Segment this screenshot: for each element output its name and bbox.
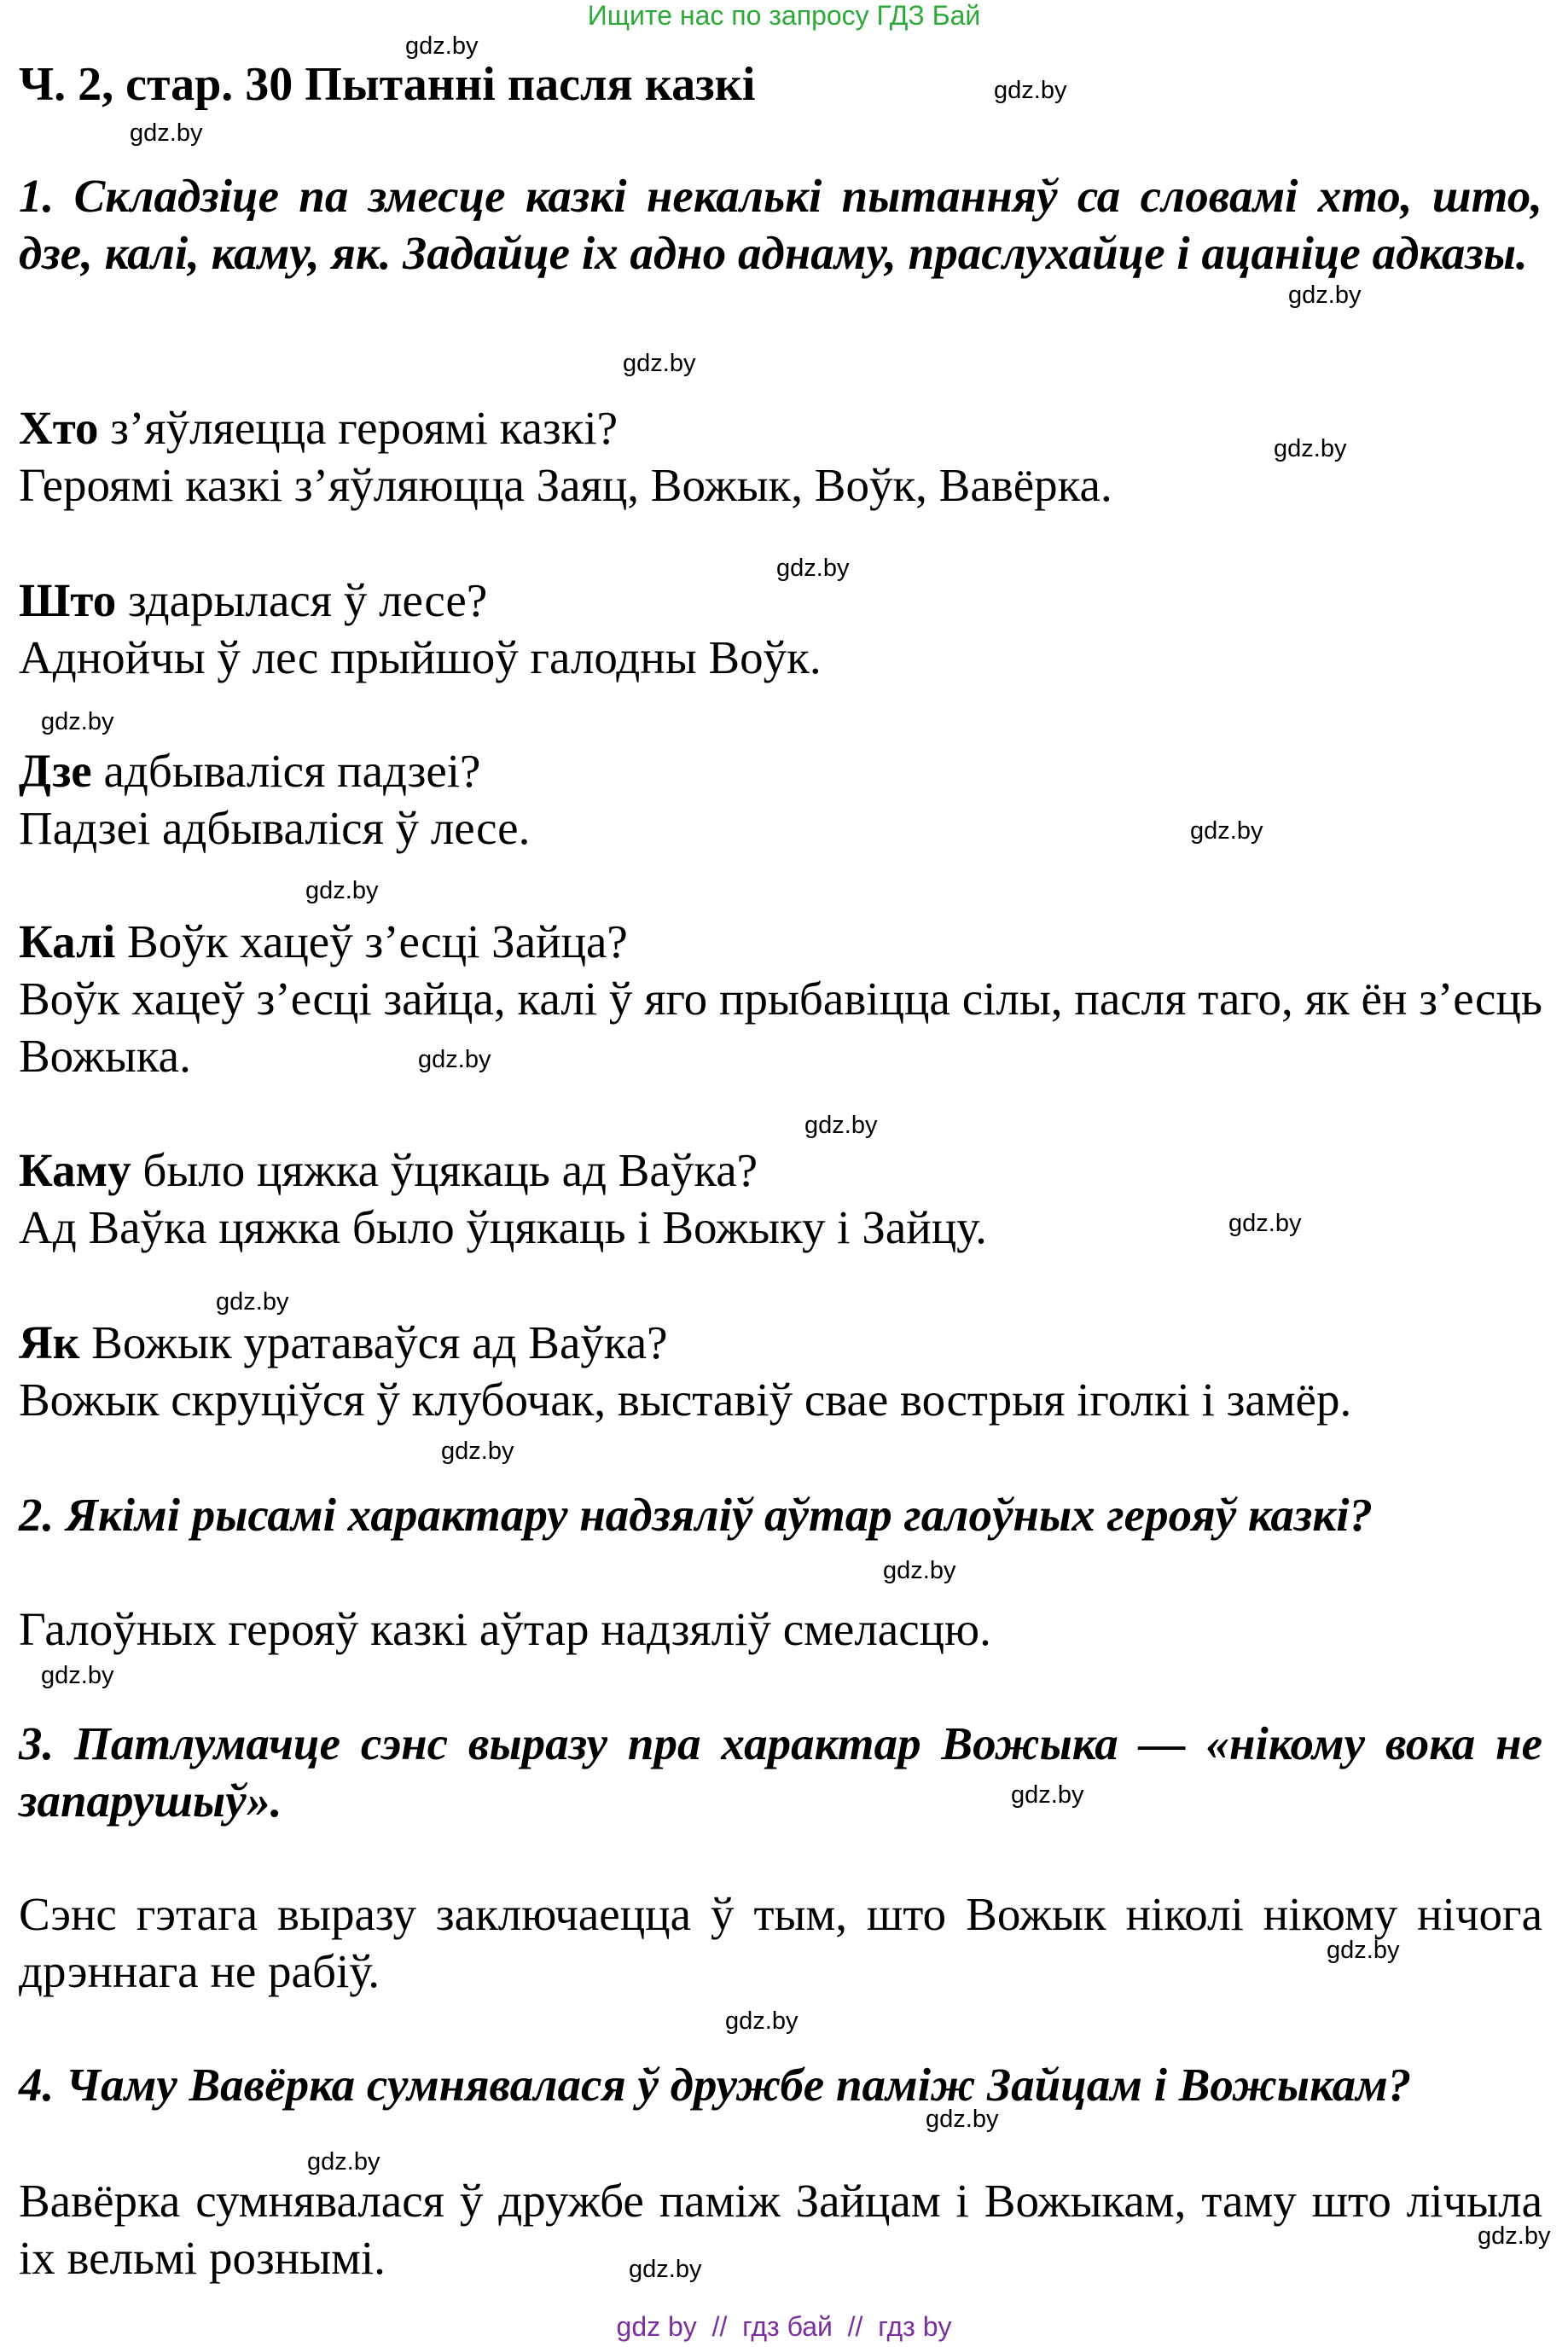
watermark: gdz.by (1228, 1210, 1302, 1237)
watermark: gdz.by (441, 1438, 514, 1465)
qa-item-when (19, 913, 1542, 1084)
watermark: gdz.by (725, 2007, 799, 2035)
watermark: gdz.by (418, 1046, 491, 1073)
qa-question: Воўк хацеў з’есці Зайца? (115, 915, 628, 967)
qa-keyword: Дзе (19, 745, 92, 797)
watermark: gdz.by (405, 32, 479, 60)
watermark: gdz.by (216, 1288, 289, 1316)
qa-answer: Аднойчы ў лес прыйшоў галодны Воўк. (19, 631, 822, 683)
task3-question: 3. Патлумачце сэнс выразу пра характар Вожыка — «нікому вока не запарушыў». (19, 1717, 1542, 1827)
watermark: gdz.by (1274, 435, 1347, 462)
qa-item-what (19, 572, 1542, 686)
watermark: gdz.by (305, 877, 379, 904)
task4-answer: Вавёрка сумнявалася ў дружбе паміж Зайцам і Вожыкам, таму што лічыла іх вельмі рознымі. (19, 2175, 1542, 2284)
top-banner: Ищите нас по запросу ГДЗ Бай (587, 0, 981, 31)
watermark: gdz.by (926, 2106, 999, 2133)
task2-question: 2. Якімі рысамі характару надзяліў аўтар галоўных герояў казкі? (19, 1489, 1373, 1541)
watermark: gdz.by (41, 708, 114, 735)
watermark: gdz.by (307, 2148, 380, 2176)
watermark: gdz.by (1288, 282, 1362, 309)
watermark: gdz.by (1190, 817, 1263, 845)
watermark: gdz.by (41, 1662, 114, 1689)
qa-answer: Ад Ваўка цяжка было ўцякаць і Вожыку і Зайцу. (19, 1201, 987, 1253)
task1-question: 1. Складзіце па змесце казкі некалькі пытанняў са словамі хто, што, дзе, калі, каму, як. Задайце іх адно аднаму, праслухайце і ацаніце адказы. (19, 170, 1542, 279)
qa-question: з’яўляецца героямі казкі? (98, 402, 618, 454)
qa-keyword: Хто (19, 402, 99, 454)
qa-answer: Воўк хацеў з’есці зайца, калі ў яго прыбавіцца сілы, пасля таго, як ён з’есць Вожыка. (19, 973, 1542, 1082)
qa-item-how (19, 1314, 1542, 1428)
watermark: gdz.by (629, 2256, 702, 2283)
qa-keyword: Што (19, 574, 117, 626)
watermark: gdz.by (1327, 1937, 1400, 1964)
task2-answer: Галоўных герояў казкі аўтар надзяліў смеласцю. (19, 1603, 991, 1655)
qa-item-where (19, 742, 1542, 857)
watermark: gdz.by (623, 350, 696, 377)
qa-answer: Падзеі адбываліся ў лесе. (19, 802, 531, 854)
watermark: gdz.by (804, 1112, 878, 1139)
qa-question: Вожык уратаваўся ад Ваўка? (79, 1316, 668, 1368)
qa-item-whom (19, 1142, 1542, 1256)
qa-question: было цяжка ўцякаць ад Ваўка? (131, 1144, 758, 1196)
task3-answer: Сэнс гэтага выразу заключаецца ў тым, што Вожык ніколі нікому нічога дрэннага не рабіў. (19, 1888, 1542, 1997)
watermark: gdz.by (130, 119, 203, 147)
qa-keyword: Каму (19, 1144, 131, 1196)
footer-links: gdz by // гдз бай // гдз by (616, 2311, 952, 2342)
qa-question: адбываліся падзеі? (91, 745, 481, 797)
qa-answer: Вожык скруціўся ў клубочак, выставіў свае вострыя іголкі і замёр. (19, 1374, 1352, 1426)
watermark: gdz.by (883, 1557, 956, 1584)
qa-keyword: Як (19, 1316, 80, 1368)
page-title: Ч. 2, стар. 30 Пытанні пасля казкі (19, 58, 756, 111)
watermark: gdz.by (1478, 2222, 1551, 2250)
qa-question: здарылася ў лесе? (116, 574, 488, 626)
watermark: gdz.by (1011, 1781, 1084, 1809)
qa-keyword: Калі (19, 915, 116, 967)
watermark: gdz.by (994, 77, 1067, 104)
watermark: gdz.by (776, 555, 850, 582)
task4-question: 4. Чаму Вавёрка сумнявалася ў дружбе паміж Зайцам і Вожыкам? (19, 2059, 1412, 2111)
qa-answer: Героямі казкі з’яўляюцца Заяц, Вожык, Воўк, Вавёрка. (19, 459, 1112, 511)
